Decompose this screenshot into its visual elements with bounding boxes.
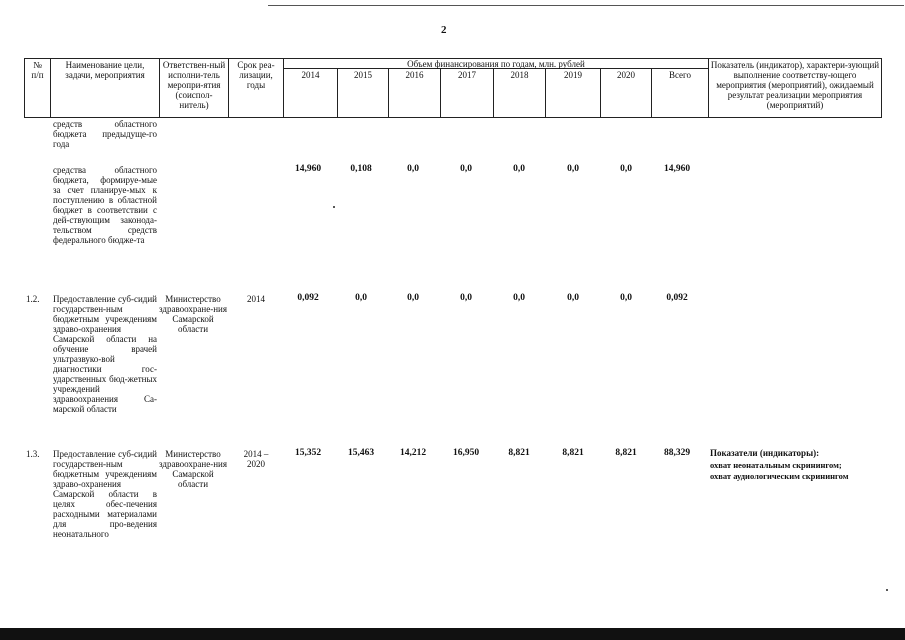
- header-total: Всего: [668, 70, 692, 80]
- row-3-value-total: 88,329: [663, 448, 691, 458]
- row-2-name: Предоставление суб-сидий государствен-ным бюджетным учреждениям здраво-охранения Самарской области на обучение врачей ультразвуко-вой диагностики гос-ударственных бюд-жетных учреждений здравоохранения Са-марской области: [53, 294, 157, 414]
- row-3-period: 2014 – 2020: [243, 449, 269, 469]
- row-2-value-2018: 0,0: [513, 293, 525, 303]
- header-year-2015: 2015: [354, 70, 372, 80]
- row-3-value-2016: 14,212: [399, 448, 427, 458]
- speck: [333, 206, 335, 208]
- bottom-scan-edge: [0, 628, 905, 640]
- row-1-value-2014: 14,960: [294, 164, 322, 174]
- row-2-value-2020: 0,0: [620, 293, 632, 303]
- row-1-value-2017: 0,0: [460, 164, 472, 174]
- header-indicator: Показатель (индикатор), характери-зующий выполнение соответству-ющего мероприятия (мероприятий), ожидаемый результат реализации мероприятия (мероприятий): [710, 60, 880, 110]
- row-3-responsible: Министерство здравоохране-ния Самарской области: [159, 449, 228, 489]
- row-3-value-2015: 15,463: [347, 448, 375, 458]
- row-2-value-2016: 0,0: [407, 293, 419, 303]
- row-3-value-2018: 8,821: [508, 448, 530, 458]
- row-3-num: 1.3.: [26, 449, 40, 459]
- row-3-name: Предоставление суб-сидий государствен-ным бюджетным учреждениям здраво-охранения Самарской области в целях обес-печения расходными материалами для про-ведения неонатального: [53, 449, 157, 539]
- row-2-num: 1.2.: [26, 294, 40, 304]
- col-divider: [159, 58, 160, 118]
- row-3-indicator-title: Показатели (индикаторы):: [710, 448, 820, 458]
- row-2-value-2015: 0,0: [355, 293, 367, 303]
- header-period: Срок реа-лизации, годы: [237, 60, 275, 90]
- row-1-value-2016: 0,0: [407, 164, 419, 174]
- col-divider: [881, 58, 882, 118]
- header-name: Наименование цели, задачи, мероприятия: [65, 60, 145, 80]
- header-year-2016: 2016: [405, 70, 424, 80]
- speck: [886, 589, 888, 591]
- col-divider: [50, 58, 51, 118]
- row-2-value-total: 0,092: [666, 293, 688, 303]
- row-3-value-2020: 8,821: [615, 448, 637, 458]
- row-2-value-2014: 0,092: [297, 293, 319, 303]
- header-year-2020: 2020: [617, 70, 635, 80]
- row-3-value-2019: 8,821: [562, 448, 584, 458]
- header-year-2019: 2019: [564, 70, 582, 80]
- table-header-bottom-border: [24, 117, 882, 118]
- header-year-2017: 2017: [458, 70, 476, 80]
- row-1-value-2019: 0,0: [567, 164, 579, 174]
- header-funding: Объем финансирования по годам, млн. рублей: [407, 59, 585, 69]
- top-rule: [268, 5, 904, 6]
- row-1-value-2015: 0,108: [350, 164, 372, 174]
- row-1-value-2020: 0,0: [620, 164, 632, 174]
- row-3-indicator-item: охват неонатальным скринингом;: [710, 460, 842, 470]
- header-num: № п/п: [31, 60, 44, 80]
- header-year-2014: 2014: [301, 70, 320, 80]
- page-number: 2: [441, 24, 447, 36]
- header-responsible: Ответствен-ный исполни-тель меропри-ятия (соиспол-нитель): [162, 60, 226, 110]
- col-divider: [708, 58, 709, 118]
- row-1-value-total: 14,960: [663, 164, 691, 174]
- row-0-name: средств областного бюджета предыдуще-го года: [53, 119, 157, 149]
- row-2-value-2019: 0,0: [567, 293, 579, 303]
- row-2-value-2017: 0,0: [460, 293, 472, 303]
- header-year-2018: 2018: [510, 70, 529, 80]
- row-3-indicator-item: охват аудиологическим скринингом: [710, 471, 849, 481]
- row-2-period: 2014: [247, 294, 265, 304]
- row-1-name: средства областного бюджета, формируе-мые за счет планируе-мых к поступлению в областной бюджет в соответствии с дей-ствующим законода-тельством средств федерального бюдже-та: [53, 165, 157, 245]
- row-3-value-2014: 15,352: [294, 448, 322, 458]
- row-3-value-2017: 16,950: [452, 448, 480, 458]
- row-2-responsible: Министерство здравоохране-ния Самарской области: [159, 294, 228, 334]
- row-1-value-2018: 0,0: [513, 164, 525, 174]
